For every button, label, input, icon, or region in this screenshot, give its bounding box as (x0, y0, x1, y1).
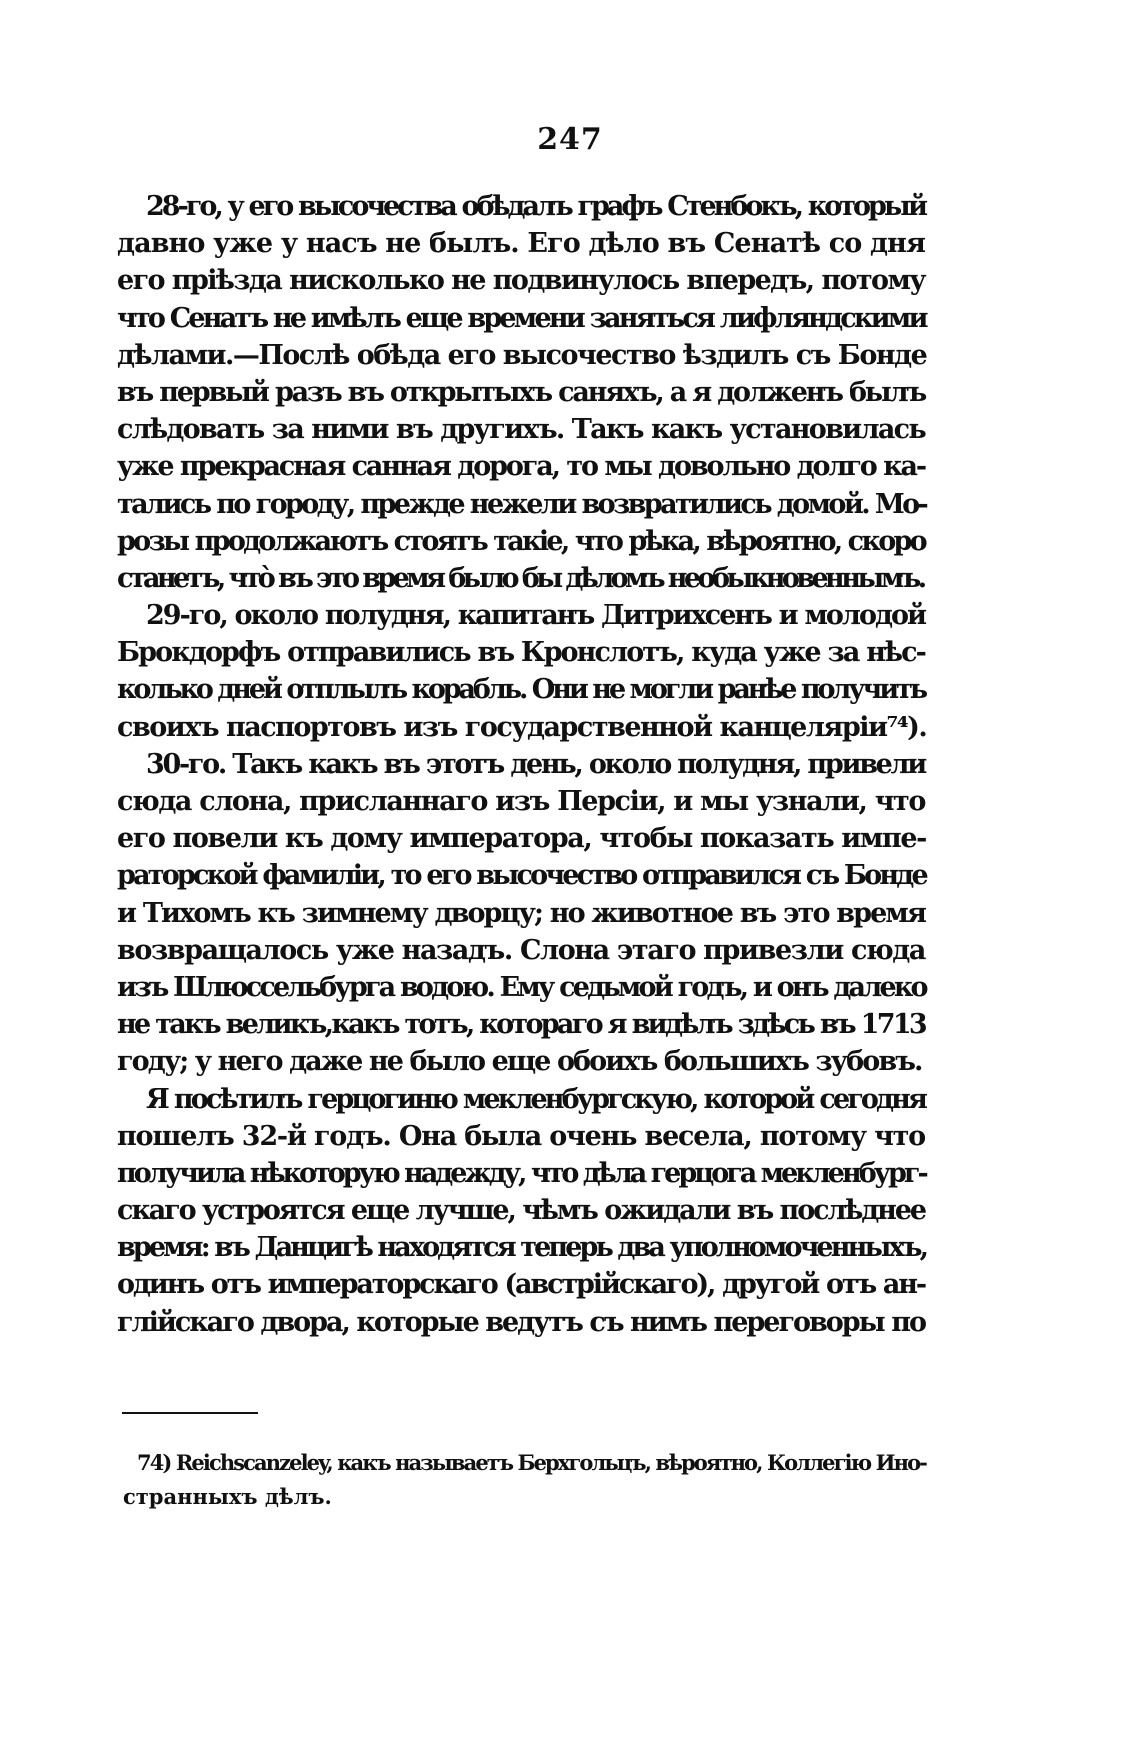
paragraph-28th (117, 188, 925, 597)
text-line: сюда слона, присланнаго изъ Персіи, и мы узнали, что (117, 786, 925, 817)
text-line: колько дней отплылъ корабль. Они не могли ранѣе получить (117, 674, 925, 706)
text-line: и Тихомъ къ зимнему дворцу; но животное въ это время (117, 897, 925, 929)
text-line: одинъ отъ императорскаго (австрійскаго), другой отъ ан- (117, 1269, 925, 1301)
text-line: дѣлами.—Послѣ обѣда его высочество ѣздилъ съ Бонде (117, 339, 927, 371)
text-line: году; у него даже не было еще обоихъ большихъ зубовъ. (117, 1046, 922, 1078)
text-line: слѣдовать за ними въ другихъ. Такъ какъ установилась (117, 414, 925, 446)
text-line: раторской фамиліи, то его высочество отправился съ Бонде (117, 860, 926, 892)
paragraph-duchess (117, 1081, 925, 1341)
text-line: 28-го, у его высочества обѣдалъ графъ Стенбокъ, который (146, 191, 925, 222)
text-line: скаго устроятся еще лучше, чѣмъ ожидали въ послѣднее (117, 1195, 925, 1227)
main-text (117, 188, 925, 1341)
footnote-line: 74) Reichscanzeley, какъ называетъ Берхгольцъ, вѣроятно, Коллегію Ино- (137, 1450, 926, 1475)
text-line: время: въ Данцигѣ находятся теперь два уполномоченныхъ, (117, 1232, 927, 1264)
text-line: въ первый разъ въ открытыхъ саняхъ, а я долженъ былъ (117, 376, 925, 408)
text-line: глійскаго двора, которые ведутъ съ нимъ переговоры по (117, 1306, 925, 1338)
footnote-divider (122, 1412, 258, 1414)
footnote (123, 1446, 926, 1514)
text-line: изъ Шлюссельбурга водою. Ему седьмой годъ, и онъ далеко (117, 971, 926, 1003)
text-line: Я посѣтилъ герцогиню мекленбургскую, которой сегодня (146, 1083, 925, 1115)
text-line: получила нѣкоторую надежду, что дѣла герцога мекленбург- (117, 1157, 926, 1189)
text-line: станетъ, что̀ въ это время было бы дѣломъ необыкновеннымъ. (117, 562, 924, 594)
paragraph-29th (117, 597, 925, 746)
text-line: своихъ паспортовъ изъ государственной канцеляріи⁷⁴). (117, 711, 927, 743)
text-line: давно уже у насъ не былъ. Его дѣло въ Сенатѣ со дня (117, 228, 925, 260)
text-line: 30-го. Такъ какъ въ этотъ день, около полудня, привели (146, 748, 925, 780)
text-line: не такъ великъ,какъ тотъ, котораго я видѣлъ здѣсь въ 1713 (117, 1009, 925, 1041)
page-number: 247 (537, 122, 603, 157)
text-line: пошелъ 32-й годъ. Она была очень весела, потому что (117, 1120, 925, 1152)
text-line: его пріѣзда нисколько не подвинулось впередъ, потому (117, 265, 925, 297)
text-line: уже прекрасная санная дорога, то мы довольно долго ка- (117, 451, 925, 483)
text-line: Брокдорфъ отправились въ Кронслотъ, куда уже за нѣс- (117, 637, 925, 669)
paragraph-30th (117, 746, 925, 1081)
footnote-line: странныхъ дѣлъ. (123, 1484, 332, 1509)
text-line: 29-го, около полудня, капитанъ Дитрихсенъ и молодой (146, 600, 925, 632)
text-line: тались по городу, прежде нежели возвратились домой. Мо- (117, 488, 927, 520)
text-line: розы продолжаютъ стоятъ такіе, что рѣка, вѣроятно, скоро (117, 525, 925, 557)
text-line: его повели къ дому императора, чтобы показать импе- (117, 823, 926, 855)
text-line: возвращалось уже назадъ. Слона этаго привезли сюда (117, 934, 925, 966)
text-line: что Сенатъ не имѣлъ еще времени заняться лифляндскими (117, 302, 926, 334)
